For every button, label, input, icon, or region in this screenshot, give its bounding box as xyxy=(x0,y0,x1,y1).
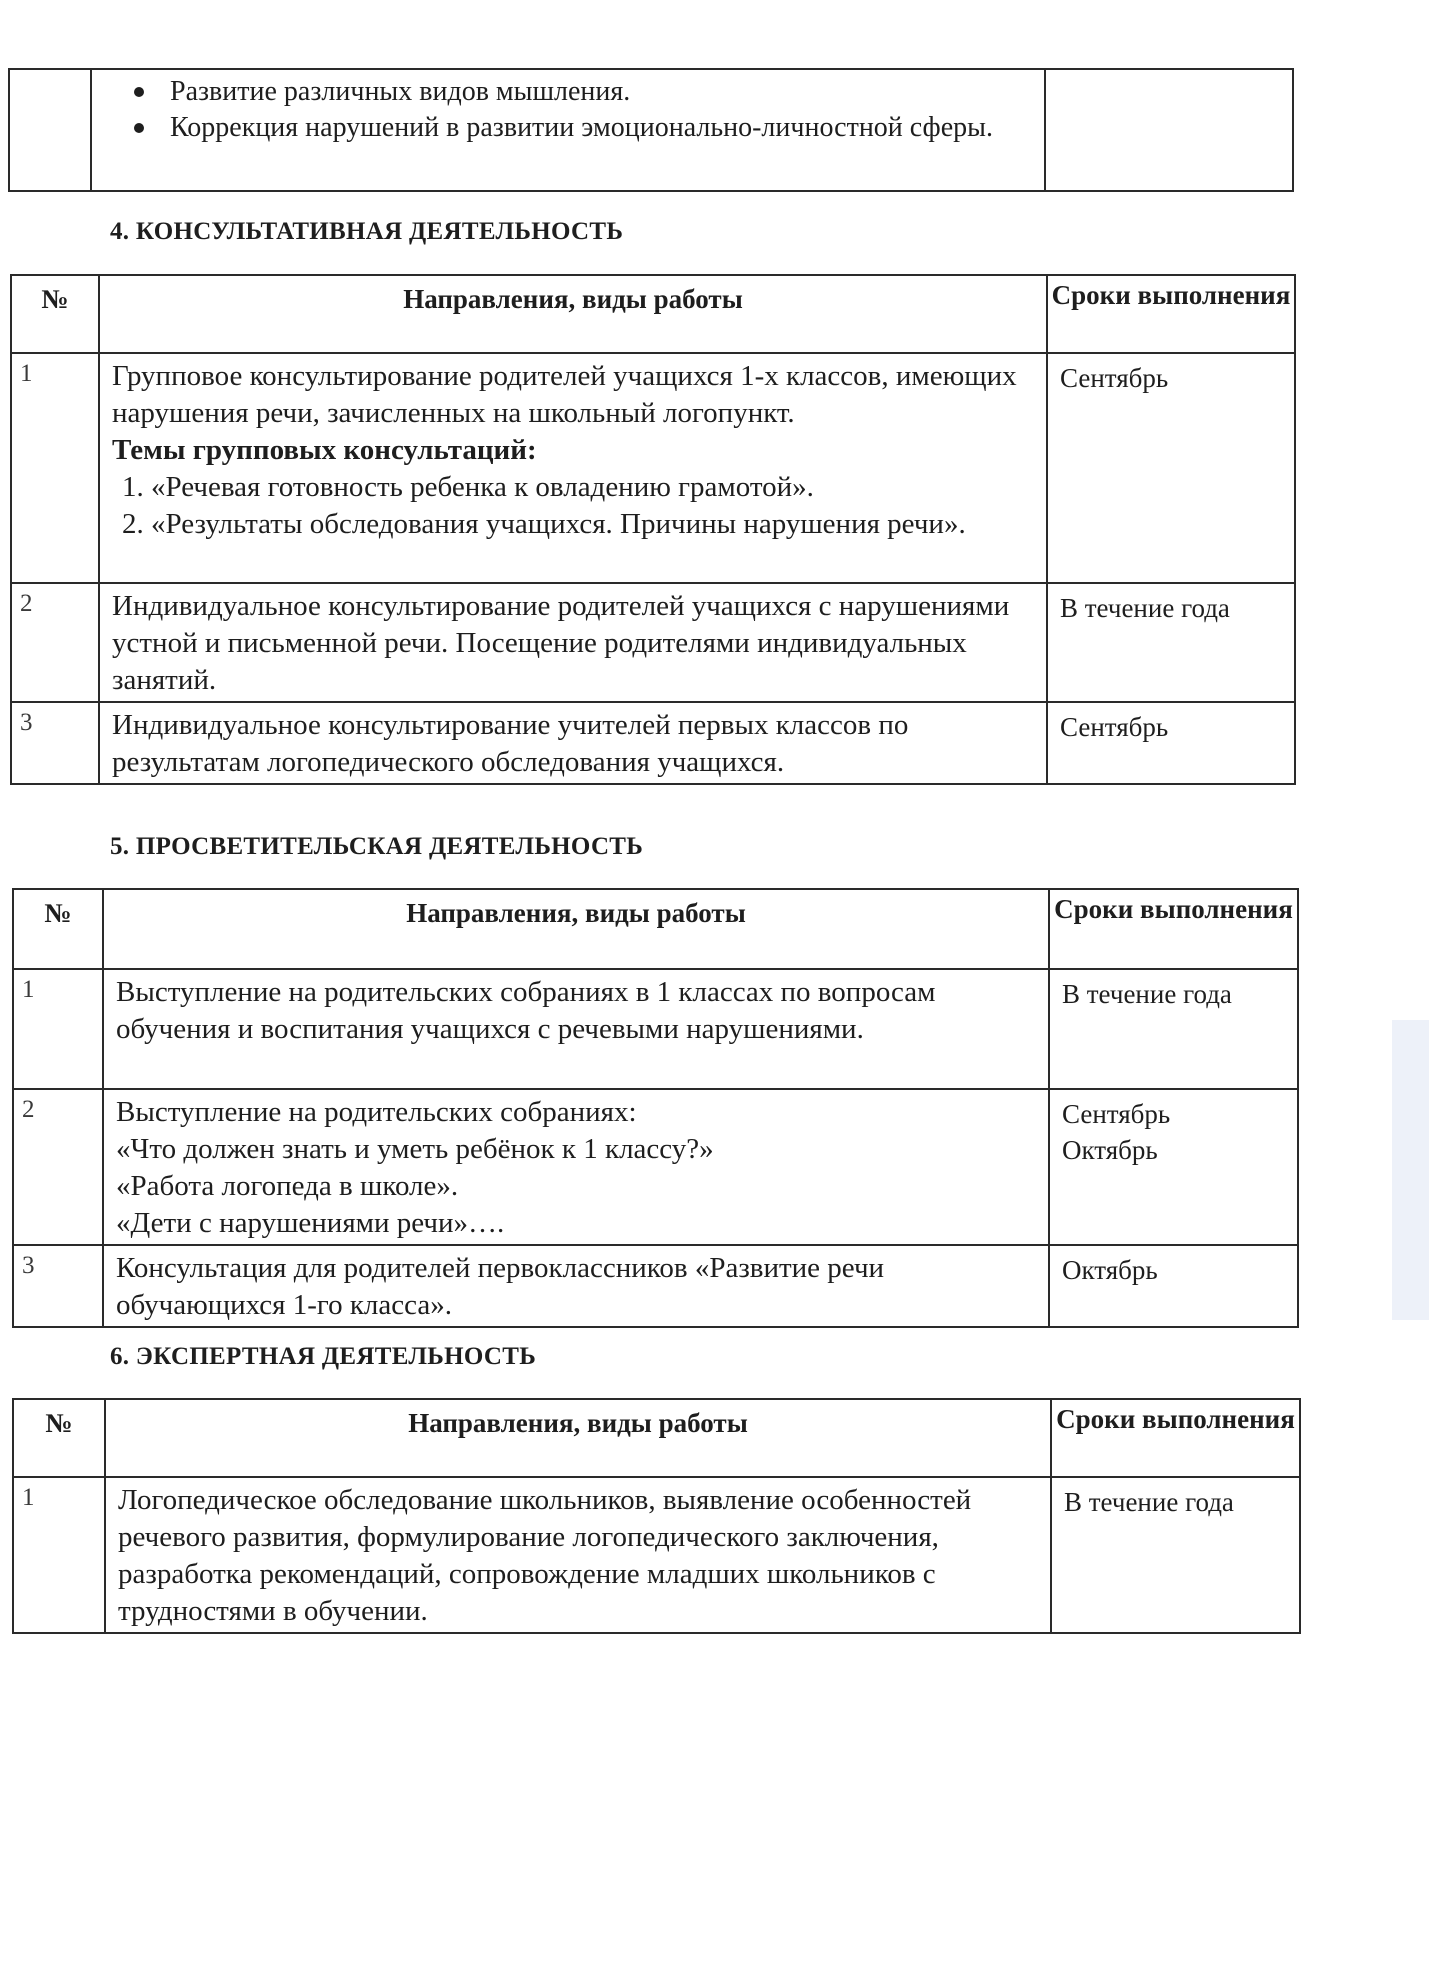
header-direction: Направления, виды работы xyxy=(105,1399,1051,1477)
table-row xyxy=(11,702,1295,784)
bullet-text: Коррекция нарушений в развитии эмоционально-личностной сферы. xyxy=(170,112,993,143)
row-direction: Логопедическое обследование школьников, выявление особенностей речевого развития, формулирование логопедического заключения, разработка рекомендаций, сопровождение младших школьников с трудностями в обучении. xyxy=(105,1477,1051,1633)
row-num: 3 xyxy=(11,702,99,784)
table-row xyxy=(11,583,1295,702)
table-row xyxy=(11,353,1295,583)
row-term: В течение года xyxy=(1049,969,1298,1089)
topics-heading: Темы групповых консультаций: xyxy=(112,434,537,466)
row-text: Групповое консультирование родителей учащихся 1-х классов, имеющих нарушения речи, зачисленных на школьный логопункт. xyxy=(112,360,1017,429)
bullet-icon xyxy=(134,87,144,97)
row-direction xyxy=(103,1089,1049,1245)
bullet-icon xyxy=(134,123,144,133)
row-text: «Дети с нарушениями речи»…. xyxy=(116,1207,505,1239)
consultative-table xyxy=(10,274,1294,785)
header-term: Сроки выполнения xyxy=(1049,889,1298,969)
section-title-educational: 5. ПРОСВЕТИТЕЛЬСКАЯ ДЕЯТЕЛЬНОСТЬ xyxy=(110,833,644,860)
table-row xyxy=(13,1245,1298,1327)
row-text: «Что должен знать и уметь ребёнок к 1 классу?» xyxy=(116,1133,714,1165)
term-line: Октябрь xyxy=(1062,1135,1158,1165)
table-row xyxy=(13,1089,1298,1245)
section-title-expert: 6. ЭКСПЕРТНАЯ ДЕЯТЕЛЬНОСТЬ xyxy=(110,1343,537,1370)
term-line: Сентябрь xyxy=(1062,1099,1171,1129)
header-direction: Направления, виды работы xyxy=(99,275,1047,353)
topic-item: 1. «Речевая готовность ребенка к овладению грамотой». xyxy=(122,471,814,503)
list-item xyxy=(116,74,1036,110)
header-term: Сроки выполнения xyxy=(1047,275,1295,353)
topic-item: 2. «Результаты обследования учащихся. Причины нарушения речи». xyxy=(122,508,966,540)
row-direction: Выступление на родительских собраниях в 1 классах по вопросам обучения и воспитания учащихся с речевыми нарушениями. xyxy=(103,969,1049,1089)
row-num: 1 xyxy=(13,1477,105,1633)
bullets-cell xyxy=(91,69,1045,191)
table-row xyxy=(9,69,1293,191)
header-num: № xyxy=(11,275,99,353)
row-num: 2 xyxy=(13,1089,103,1245)
row-term: Сентябрь xyxy=(1047,353,1295,583)
row-term xyxy=(1049,1089,1298,1245)
row-num: 3 xyxy=(13,1245,103,1327)
top-continuation-table xyxy=(8,68,1292,192)
table-row xyxy=(13,1477,1300,1633)
scan-artifact xyxy=(1392,1020,1429,1320)
row-direction: Индивидуальное консультирование учителей первых классов по результатам логопедического обследования учащихся. xyxy=(99,702,1047,784)
bullet-text: Развитие различных видов мышления. xyxy=(170,76,631,107)
row-term: Сентябрь xyxy=(1047,702,1295,784)
row-term: В течение года xyxy=(1051,1477,1300,1633)
section-title-consultative: 4. КОНСУЛЬТАТИВНАЯ ДЕЯТЕЛЬНОСТЬ xyxy=(110,218,624,245)
list-item xyxy=(116,110,1036,146)
expert-table xyxy=(12,1398,1299,1634)
empty-term-cell xyxy=(1045,69,1293,191)
row-direction: Консультация для родителей первоклассников «Развитие речи обучающихся 1-го класса». xyxy=(103,1245,1049,1327)
table-row xyxy=(13,969,1298,1089)
bullet-list xyxy=(116,74,1036,146)
row-num: 1 xyxy=(13,969,103,1089)
educational-table xyxy=(12,888,1297,1328)
row-num: 2 xyxy=(11,583,99,702)
empty-num-cell xyxy=(9,69,91,191)
header-num: № xyxy=(13,889,103,969)
table-header-row xyxy=(11,275,1295,353)
row-term: В течение года xyxy=(1047,583,1295,702)
header-direction: Направления, виды работы xyxy=(103,889,1049,969)
row-text: «Работа логопеда в школе». xyxy=(116,1170,459,1202)
row-num: 1 xyxy=(11,353,99,583)
row-direction xyxy=(99,353,1047,583)
row-term: Октябрь xyxy=(1049,1245,1298,1327)
row-direction: Индивидуальное консультирование родителей учащихся с нарушениями устной и письменной речи. Посещение родителями индивидуальных занятий. xyxy=(99,583,1047,702)
header-term: Сроки выполнения xyxy=(1051,1399,1300,1477)
table-header-row xyxy=(13,1399,1300,1477)
row-text: Выступление на родительских собраниях: xyxy=(116,1096,637,1128)
header-num: № xyxy=(13,1399,105,1477)
table-header-row xyxy=(13,889,1298,969)
